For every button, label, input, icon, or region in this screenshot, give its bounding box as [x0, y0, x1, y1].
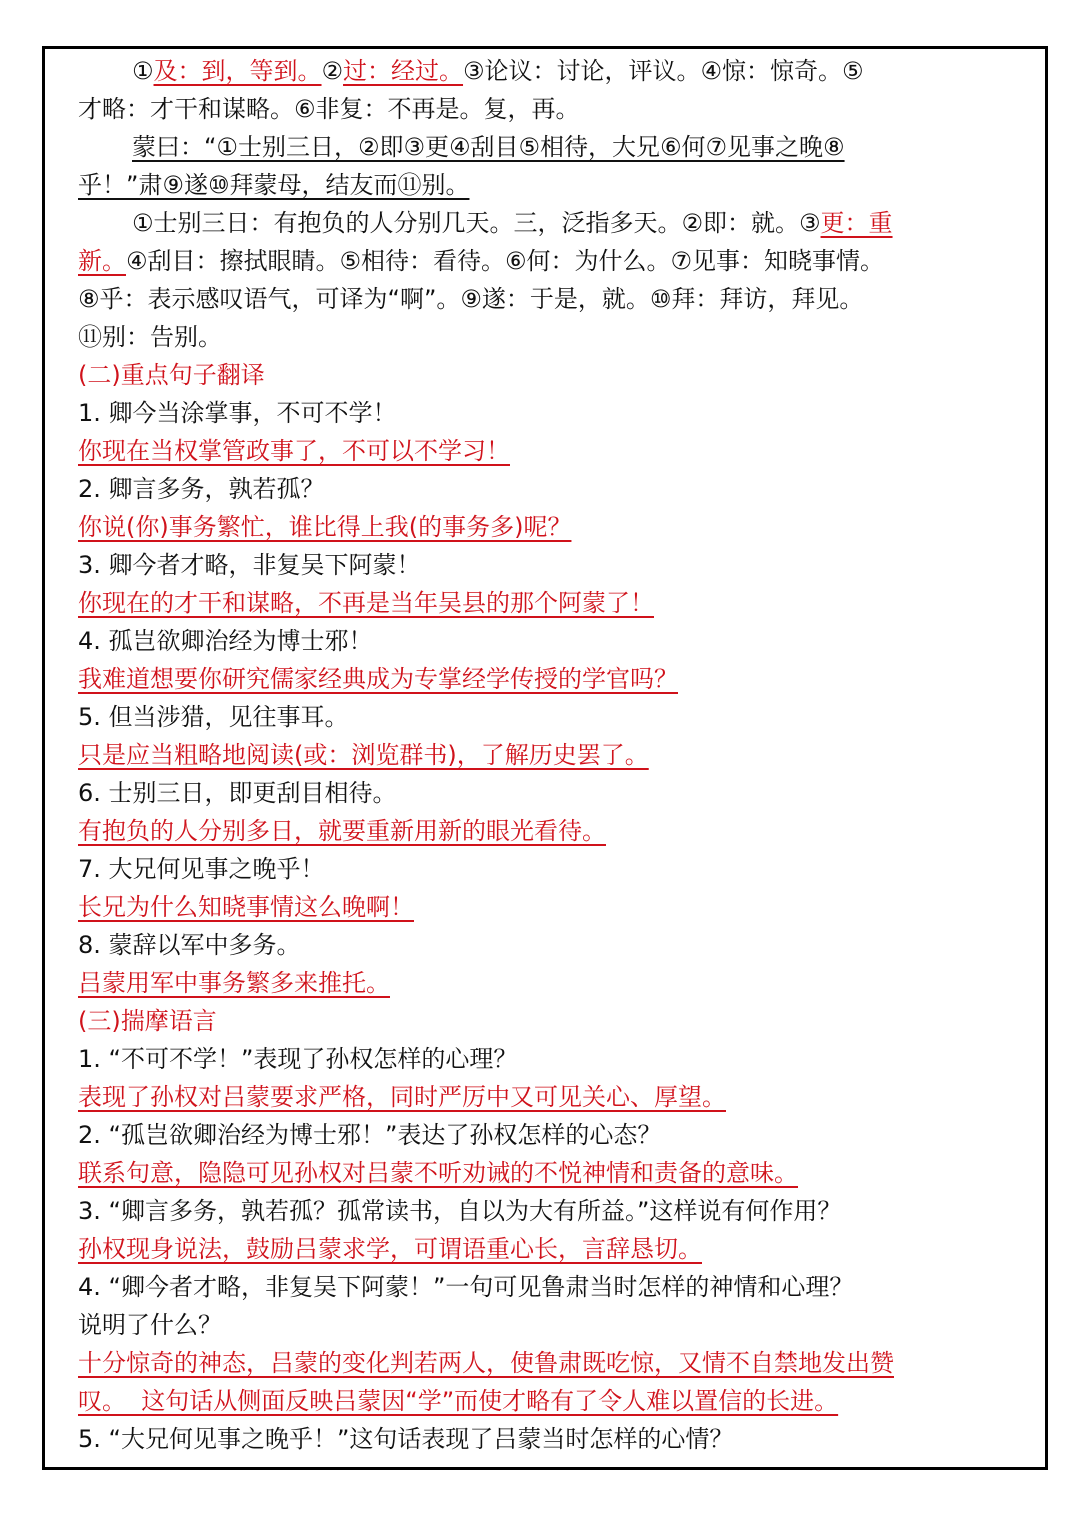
- answer-line: [78, 432, 1008, 470]
- note-number: ①: [132, 57, 154, 85]
- question: 5. 但当涉猎，见往事耳。: [78, 703, 349, 731]
- highlighted-note: 新。: [78, 247, 126, 275]
- question: 2. 卿言多务，孰若孤？: [78, 475, 325, 503]
- highlighted-note: 过：经过。: [343, 57, 464, 85]
- answer: 你现在的才干和谋略，不再是当年吴县的那个阿蒙了！: [78, 589, 654, 617]
- question: 4. 孤岂欲卿治经为博士邪！: [78, 627, 373, 655]
- answer-line: [78, 964, 1008, 1002]
- answer-line: [78, 812, 1008, 850]
- answer: 叹。 这句话从侧面反映吕蒙因“学”而使才略有了令人难以置信的长进。: [78, 1387, 839, 1415]
- question: 1. “不可不学！”表现了孙权怎样的心理？: [78, 1045, 518, 1073]
- annotation-line: [78, 242, 1008, 280]
- classical-text: 蒙曰：“①士别三日，②即③更④刮目⑤相待，大兄⑥何⑦见事之晚⑧: [132, 133, 845, 161]
- question: 说明了什么？: [78, 1311, 222, 1339]
- question: 5. “大兄何见事之晚乎！”这句话表现了吕蒙当时怎样的心情？: [78, 1425, 734, 1453]
- answer-line: [78, 1230, 1008, 1268]
- note-text: ④刮目：擦拭眼睛。⑤相待：看待。⑥何：为什么。⑦见事：知晓事情。: [126, 247, 885, 275]
- annotation-line: [78, 204, 1008, 242]
- answer: 孙权现身说法，鼓励吕蒙求学，可谓语重心长，言辞恳切。: [78, 1235, 702, 1263]
- answer: 我难道想要你研究儒家经典成为专掌经学传授的学官吗？: [78, 665, 678, 693]
- question: 4. “卿今者才略，非复吴下阿蒙！”一句可见鲁肃当时怎样的神情和心理？: [78, 1273, 854, 1301]
- classical-text-line: [78, 166, 1008, 204]
- question: 7. 大兄何见事之晚乎！: [78, 855, 325, 883]
- question: 8. 蒙辞以军中多务。: [78, 931, 301, 959]
- answer: 长兄为什么知晓事情这么晚啊！: [78, 893, 414, 921]
- answer: 有抱负的人分别多日，就要重新用新的眼光看待。: [78, 817, 606, 845]
- answer-line: [78, 508, 1008, 546]
- answer-line: [78, 1344, 1008, 1382]
- question: 3. “卿言多务，孰若孤？孤常读书，自以为大有所益。”这样说有何作用？: [78, 1197, 842, 1225]
- document-body: [78, 52, 1008, 1458]
- answer: 你现在当权掌管政事了，不可以不学习！: [78, 437, 510, 465]
- answer: 你说(你)事务繁忙，谁比得上我(的事务多)呢？: [78, 513, 572, 541]
- answer-line: [78, 584, 1008, 622]
- answer: 表现了孙权对吕蒙要求严格，同时严厉中又可见关心、厚望。: [78, 1083, 726, 1111]
- question: 2. “孤岂欲卿治经为博士邪！”表达了孙权怎样的心态？: [78, 1121, 662, 1149]
- answer-line: [78, 1078, 1008, 1116]
- answer-line: [78, 888, 1008, 926]
- question: 1. 卿今当涂掌事，不可不学！: [78, 399, 397, 427]
- note-text: ①士别三日：有抱负的人分别几天。三，泛指多天。②即：就。③: [132, 209, 821, 237]
- note-text: ③论议：讨论，评议。④惊：惊奇。⑤: [463, 57, 864, 85]
- answer: 联系句意，隐隐可见孙权对吕蒙不听劝诫的不悦神情和责备的意味。: [78, 1159, 798, 1187]
- section-heading: (三)揣摩语言: [78, 1007, 217, 1035]
- question: 6. 士别三日，即更刮目相待。: [78, 779, 397, 807]
- highlighted-note: 更：重: [820, 209, 893, 237]
- answer-line: [78, 1382, 1008, 1420]
- highlighted-note: 及：到，等到。: [153, 57, 322, 85]
- section-heading: (二)重点句子翻译: [78, 361, 265, 389]
- answer: 吕蒙用军中事务繁多来推托。: [78, 969, 390, 997]
- annotation-line: ⑧乎：表示感叹语气，可译为“啊”。⑨遂：于是，就。⑩拜：拜访，拜见。: [78, 285, 864, 313]
- classical-text-line: [78, 128, 1008, 166]
- note-number: ②: [321, 57, 344, 85]
- question: 3. 卿今者才略，非复吴下阿蒙！: [78, 551, 421, 579]
- answer-line: [78, 660, 1008, 698]
- answer: 只是应当粗略地阅读(或：浏览群书)，了解历史罢了。: [78, 741, 649, 769]
- answer-line: [78, 736, 1008, 774]
- annotation-line: [78, 52, 1008, 90]
- classical-text: 乎！”肃⑨遂⑩拜蒙母，结友而⑪别。: [78, 171, 470, 199]
- answer: 十分惊奇的神态，吕蒙的变化判若两人，使鲁肃既吃惊，又情不自禁地发出赞: [78, 1349, 894, 1377]
- answer-line: [78, 1154, 1008, 1192]
- annotation-line: 才略：才干和谋略。⑥非复：不再是。复，再。: [78, 95, 580, 123]
- annotation-line: ⑪别：告别。: [78, 323, 222, 351]
